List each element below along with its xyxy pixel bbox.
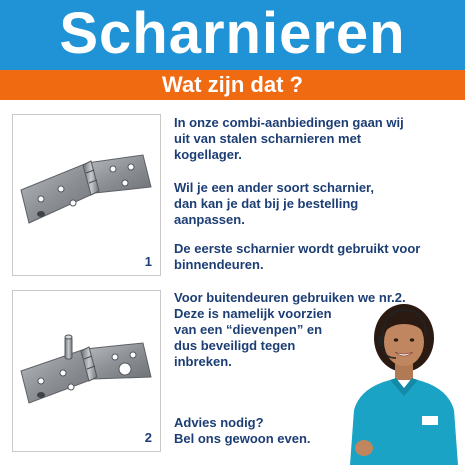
customer-service-agent-image <box>340 298 465 465</box>
hinge-image-box-2 <box>12 290 161 452</box>
page-title: Scharnieren <box>59 1 406 66</box>
hinge-ball-bearing-icon <box>13 115 160 275</box>
hinge-security-pin-icon <box>13 291 160 451</box>
sub-header-bar <box>0 70 465 100</box>
image-number-2: 2 <box>144 430 152 445</box>
image-number-1: 1 <box>144 254 152 269</box>
subtitle: Wat zijn dat ? <box>162 72 303 97</box>
header-banner <box>0 0 465 70</box>
paragraph-advice-call: Advies nodig? Bel ons gewoon even. <box>174 415 311 446</box>
paragraph-combi-offers: In onze combi-aanbiedingen gaan wij uit van stalen scharnieren met kogellager. <box>174 115 404 162</box>
paragraph-other-hinge: Wil je een ander soort scharnier, dan kan je dat bij je bestelling aanpassen. <box>174 180 375 227</box>
paragraph-outdoor-doors: Voor buitendeuren gebruiken we nr.2. Deze is namelijk voorzien van een “dievenpen” en dus beveiligd tegen inbreken. <box>174 290 406 369</box>
hinge-image-box-1 <box>12 114 161 276</box>
paragraph-first-hinge: De eerste scharnier wordt gebruikt voor binnendeuren. <box>174 241 421 272</box>
